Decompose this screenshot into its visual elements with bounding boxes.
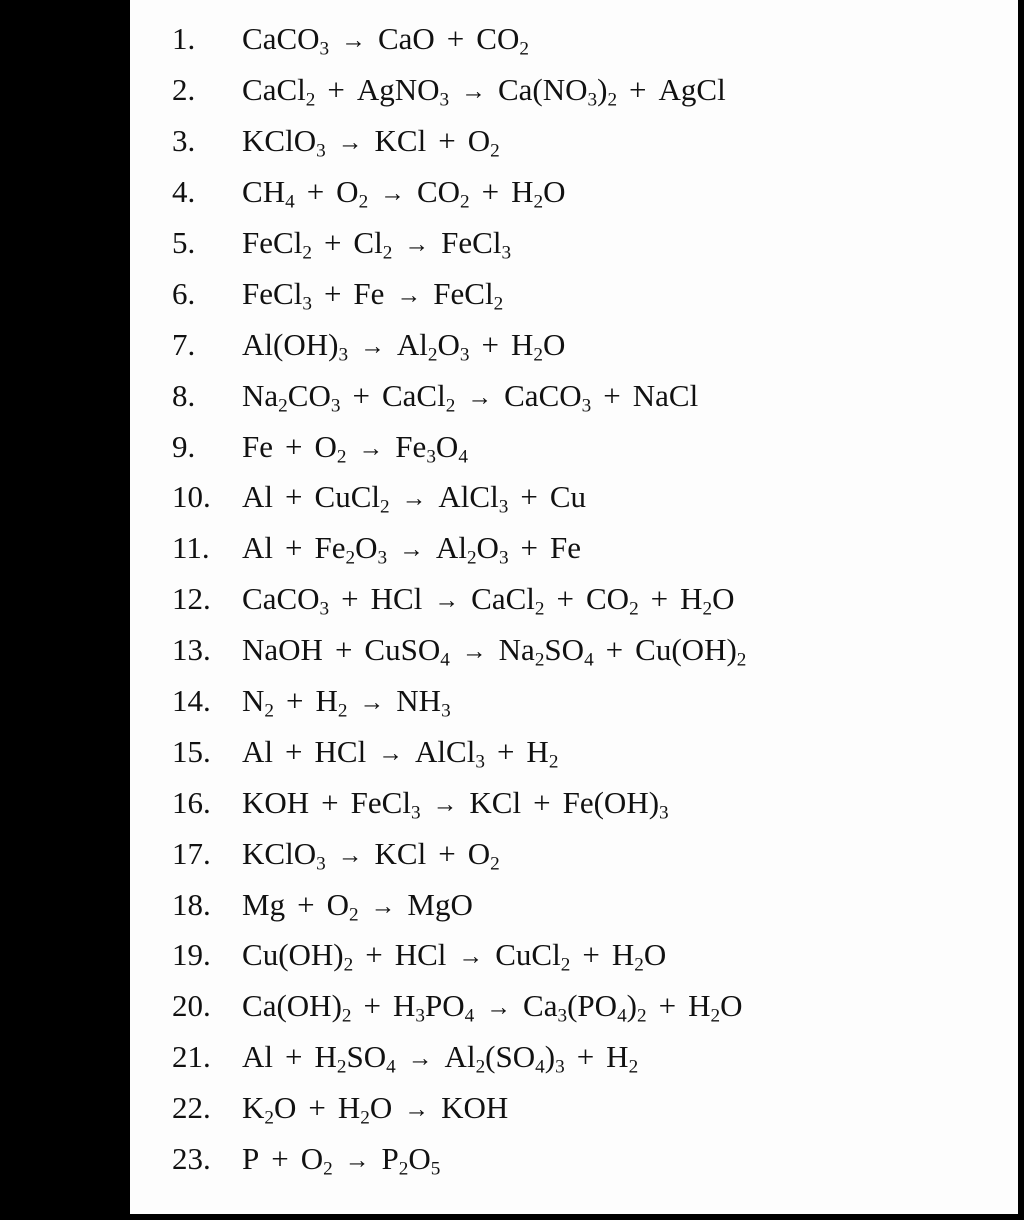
equation-row <box>172 726 1012 777</box>
equation-row <box>172 574 1012 625</box>
equation-row <box>172 65 1012 116</box>
equation-number: 12. <box>172 581 211 617</box>
equation-row <box>172 472 1012 523</box>
equation-text: KOH + FeCl$_3$ → KCl + $Fe(OH)_3$ <box>242 784 669 824</box>
equation-row <box>172 828 1012 879</box>
equation-row <box>172 421 1012 472</box>
equation-number: 7. <box>172 326 196 362</box>
equation-row <box>172 14 1012 65</box>
equation-row <box>172 777 1012 828</box>
equation-text: Fe + $O_2$ → $Fe_3O_4$ <box>242 428 468 467</box>
equation-number: 16. <box>172 784 211 820</box>
equation-row <box>172 1083 1012 1134</box>
equation-number: 6. <box>172 275 196 311</box>
equation-text: FeCl$_3$ + Fe → FeCl$_2$ <box>242 275 504 315</box>
equation-text: $CH_4$ + $O_2$ → $CO_2$ + $H_2O$ <box>242 174 566 213</box>
equation-number: 17. <box>172 835 211 871</box>
equation-number: 15. <box>172 733 211 769</box>
equation-text: $N_2$ + $H_2$ → $NH_3$ <box>242 683 451 722</box>
equation-row <box>172 268 1012 319</box>
equation-text: CaCl$_2$ + AgNO$_3$ → $Ca(NO_3)_2$ + AgCl <box>242 72 726 111</box>
equation-number: 19. <box>172 937 211 973</box>
equation-text: Al + $Fe_2O_3$ → $Al_2O_3$ + Fe <box>242 530 582 569</box>
equation-number: 10. <box>172 479 211 515</box>
equation-text: CaCO$_3$ → CaO + $CO_2$ <box>242 21 529 60</box>
equation-text: FeCl$_2$ + $Cl_2$ → FeCl$_3$ <box>242 225 512 264</box>
equation-row <box>172 116 1012 167</box>
worksheet-page <box>130 0 1018 1214</box>
equation-number: 23. <box>172 1141 211 1177</box>
equation-number: 21. <box>172 1039 211 1075</box>
equation-number: 2. <box>172 72 196 108</box>
equation-row <box>172 319 1012 370</box>
equation-text: $Na_2CO_3$ + CaCl$_2$ → CaCO$_3$ + NaCl <box>242 377 699 417</box>
equation-text: Al + $H_2SO_4$ → $Al_2(SO_4)_3$ + $H_2$ <box>242 1039 639 1078</box>
equation-row <box>172 218 1012 269</box>
equation-number: 9. <box>172 428 196 464</box>
equation-text: Mg + $O_2$ → MgO <box>242 886 473 925</box>
equation-text: $Ca(OH)_2$ + $H_3PO_4$ → $Ca_3(PO_4)_2$ + $H_2O$ <box>242 988 743 1027</box>
equation-row <box>172 1032 1012 1083</box>
equation-row <box>172 879 1012 930</box>
equation-row <box>172 625 1012 676</box>
equation-number: 1. <box>172 21 196 57</box>
equation-text: KClO$_3$ → KCl + $O_2$ <box>242 123 500 162</box>
equation-number: 11. <box>172 530 210 566</box>
equation-row <box>172 523 1012 574</box>
equation-number: 20. <box>172 988 211 1024</box>
equation-row <box>172 676 1012 727</box>
equation-text: CaCO$_3$ + HCl → CaCl$_2$ + $CO_2$ + $H_2O$ <box>242 581 735 620</box>
equation-list <box>172 14 1012 1184</box>
equation-text: $Al(OH)_3$ → $Al_2O_3$ + $H_2O$ <box>242 326 566 366</box>
equation-row <box>172 370 1012 421</box>
equation-row <box>172 981 1012 1032</box>
equation-number: 13. <box>172 632 211 668</box>
equation-text: Al + CuCl$_2$ → AlCl$_3$ + Cu <box>242 479 587 518</box>
equation-text: Al + HCl → AlCl$_3$ + $H_2$ <box>242 733 559 773</box>
equation-number: 5. <box>172 225 196 260</box>
equation-text: P + $O_2$ → $P_2O_5$ <box>242 1141 441 1180</box>
equation-number: 22. <box>172 1090 211 1126</box>
equation-row <box>172 167 1012 218</box>
equation-text: $K_2O$ + $H_2O$ → KOH <box>242 1090 509 1129</box>
equation-number: 18. <box>172 886 211 922</box>
equation-number: 3. <box>172 123 196 159</box>
equation-text: KClO$_3$ → KCl + $O_2$ <box>242 835 500 875</box>
equation-number: 14. <box>172 683 211 719</box>
equation-row <box>172 930 1012 981</box>
equation-row <box>172 1134 1012 1185</box>
equation-text: $Cu(OH)_2$ + HCl → CuCl$_2$ + $H_2O$ <box>242 937 667 976</box>
equation-number: 4. <box>172 174 196 210</box>
equation-text: NaOH + CuSO$_4$ → $Na_2SO_4$ + $Cu(OH)_2$ <box>242 632 747 671</box>
equation-number: 8. <box>172 377 196 413</box>
